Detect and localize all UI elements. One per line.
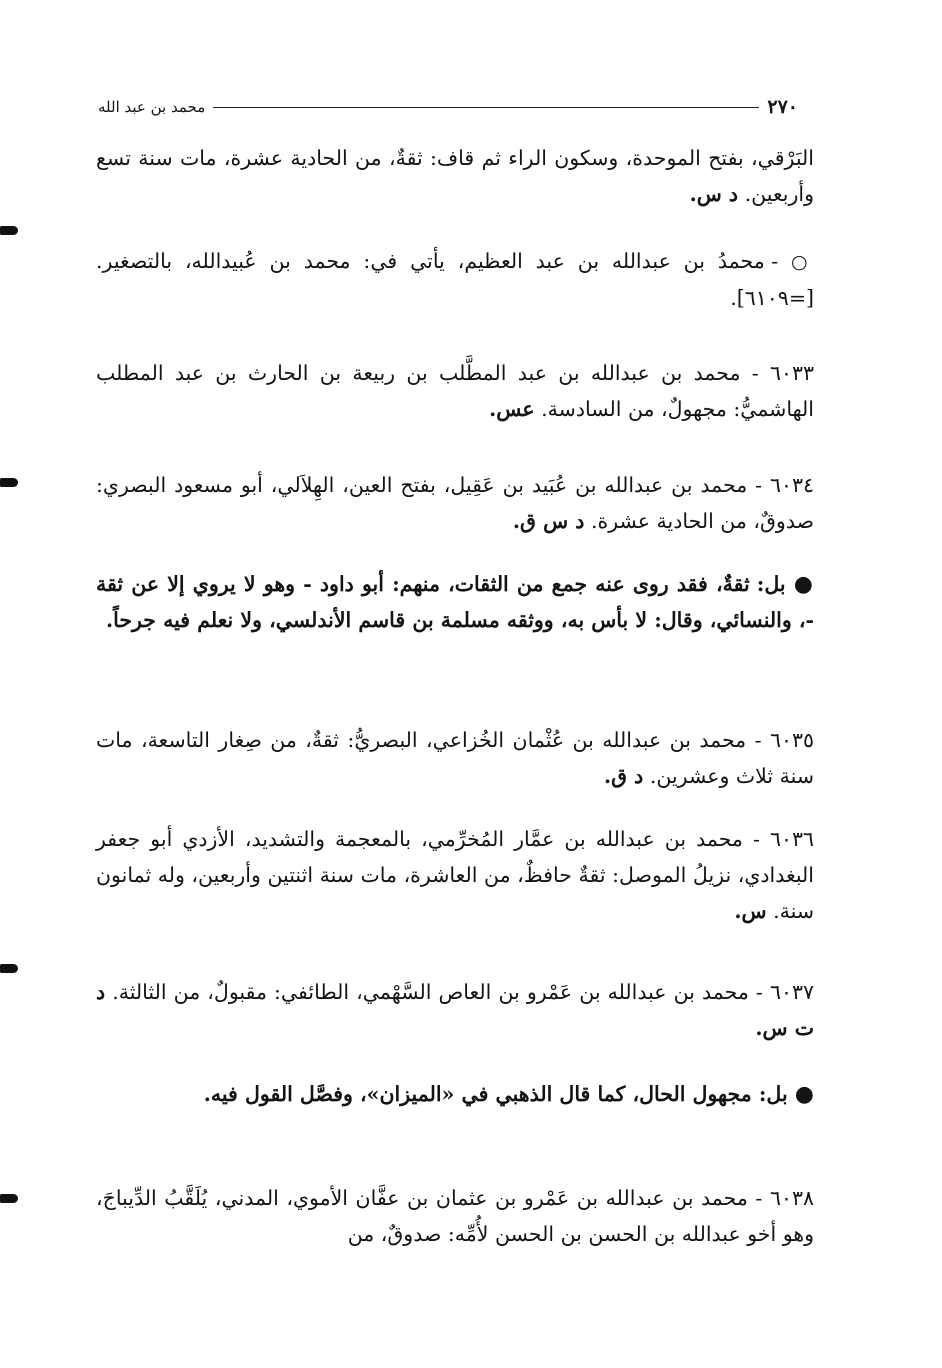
entry-6035 (96, 722, 814, 794)
cross-reference-entry (96, 243, 814, 316)
entry-text: - محمد بن عبدالله بن عبد المطَّلب بن ربيعة بن الحارث بن عبد المطلب الهاشميُّ: مجهولٌ، من السادسة. (96, 361, 814, 421)
entry-6037 (96, 974, 814, 1046)
note-text: بل: ثقةٌ، فقد روى عنه جمع من الثقات، منهم: أبو داود - وهو لا يروي إلا عن ثقة -، والنسائي، وقال: لا بأس به، ووثقه مسلمة بن قاسم الأندلسي، ولا نعلم فيه جرحاً. (96, 572, 814, 632)
header-rule (213, 107, 759, 108)
source-codes: د س. (689, 182, 739, 206)
source-codes: د ق. (603, 764, 644, 788)
entry-number: ٦٠٣٧ (769, 980, 814, 1004)
scan-edge-mark (0, 964, 18, 973)
entry-number: ٦٠٣٣ (769, 361, 814, 385)
cross-reference: [=٦١٠٩]. (730, 286, 814, 310)
scan-edge-mark (0, 478, 18, 487)
entry-text: البَرْقي، بفتح الموحدة، وسكون الراء ثم قاف: ثقةٌ، من الحادية عشرة، مات سنة تسع وأربعين. (96, 146, 814, 206)
bullet-dot-icon: ● (793, 571, 814, 597)
note-text: بل: مجهول الحال، كما قال الذهبي في «الميزان»، وفصَّل القول فيه. (203, 1082, 788, 1106)
scan-edge-mark (0, 1194, 18, 1203)
entry-text: - محمدُ بن عبدالله بن عبد العظيم، يأتي في: محمد بن عُبيدالله، بالتصغير. (96, 249, 779, 273)
entry-6036 (96, 821, 814, 929)
bullet-dot-icon: ● (794, 1081, 814, 1107)
entry-6033 (96, 355, 814, 427)
entry-text: - محمد بن عبدالله بن عُثْمان الخُزاعي، البصريُّ: ثقةٌ، من صِغار التاسعة، مات سنة ثلاث وعشرين. (96, 728, 814, 788)
entry-text: - محمد بن عبدالله بن عَمْرو بن عثمان بن عفَّان الأموي، المدني، يُلَقَّبُ الدِّيباجَ، وهو أخو عبدالله بن الحسن بن الحسن لأُمِّه: صدوقٌ، من (96, 1186, 814, 1246)
page-header (98, 92, 798, 122)
source-codes: د ت س. (96, 980, 814, 1040)
commentary-note (96, 1076, 814, 1112)
commentary-note (96, 566, 814, 638)
entry-number: ٦٠٣٤ (769, 473, 814, 497)
entry-number: ٦٠٣٨ (769, 1186, 814, 1210)
entry-number: ٦٠٣٦ (769, 827, 814, 851)
scan-edge-mark (0, 226, 18, 235)
source-codes: د س ق. (512, 509, 585, 533)
source-codes: س. (734, 899, 767, 923)
entry-6034 (96, 467, 814, 539)
source-codes: عس. (489, 397, 535, 421)
entry-text: - محمد بن عبدالله بن عمَّار المُخرِّمي، بالمعجمة والتشديد، الأزدي أبو جعفر البغدادي، نزيلُ الموصل: ثقةٌ حافظٌ، من العاشرة، مات سنة اثنتين وأربعين، وله ثمانون سنة. (96, 827, 814, 923)
entry-number: ٦٠٣٥ (769, 728, 814, 752)
page-number: ٢٧٠ (767, 96, 798, 118)
entry-continuation (96, 140, 814, 212)
running-title: محمد بن عبد الله (98, 98, 206, 116)
entry-text: - محمد بن عبدالله بن عُبَيد بن عَقِيل، بفتح العين، الهِلاَلي، أبو مسعود البصري: صدوقٌ، من الحادية عشرة. (96, 473, 814, 533)
entry-6038 (96, 1180, 814, 1252)
entry-text: - محمد بن عبدالله بن عَمْرو بن العاص السَّهْمي، الطائفي: مقبولٌ، من الثالثة. (112, 980, 763, 1004)
circle-marker-icon: ○ (791, 251, 814, 273)
